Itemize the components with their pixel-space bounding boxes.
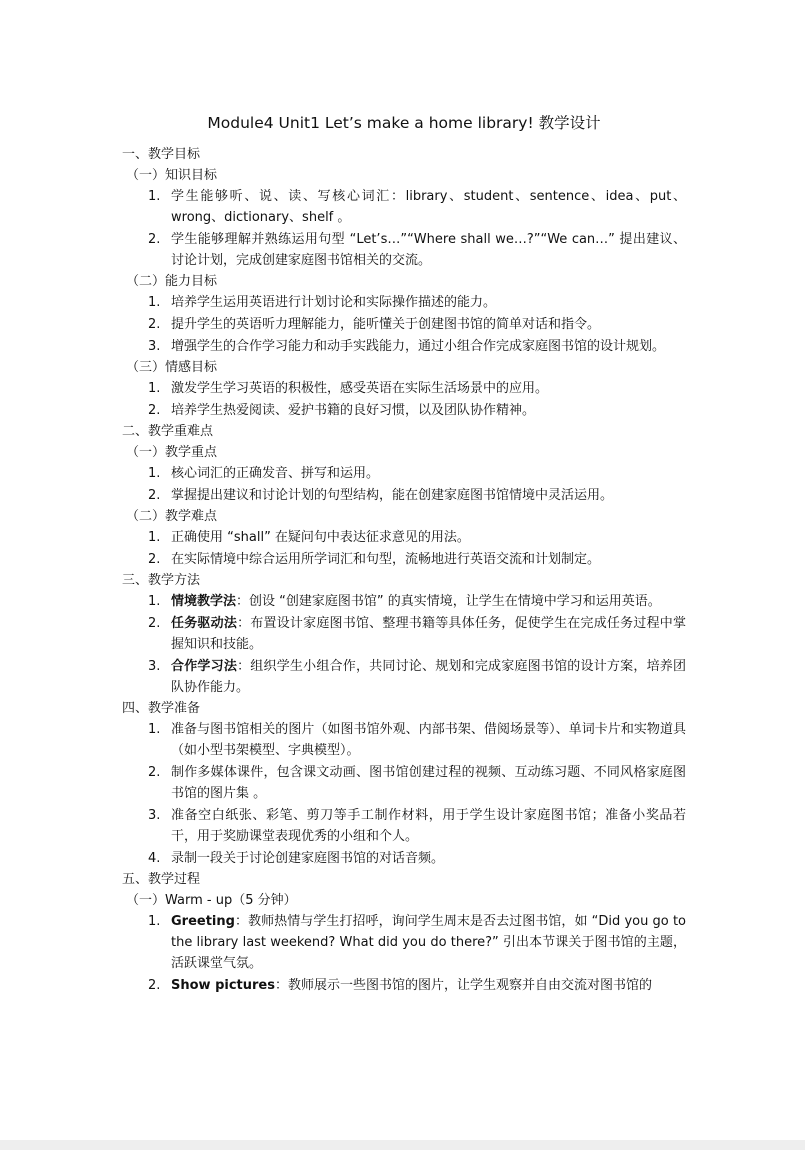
- step-name: Greeting: [171, 914, 235, 929]
- list-item-text: 掌握提出建议和讨论计划的句型结构，能在创建家庭图书馆情境中灵活运用。: [171, 488, 614, 503]
- list-number: 2.: [148, 616, 161, 631]
- list-item-text: 培养学生热爱阅读、爱护书籍的良好习惯，以及团队协作精神。: [171, 403, 536, 418]
- list-number: 3.: [148, 339, 161, 354]
- numbered-list: [122, 186, 686, 271]
- list-item: [122, 656, 686, 698]
- subsection-heading: （一）Warm - up（5 分钟）: [126, 893, 297, 908]
- list-item-text: 录制一段关于讨论创建家庭图书馆的对话音频。: [171, 851, 445, 866]
- section-heading: 二、教学重难点: [122, 424, 214, 439]
- list-item: [122, 848, 686, 869]
- list-item-text: 正确使用 “shall” 在疑问句中表达征求意见的用法。: [171, 530, 470, 545]
- list-item-text: ：组织学生小组合作，共同讨论、规划和完成家庭图书馆的设计方案，培养团队协作能力。: [171, 659, 686, 695]
- list-item-text: ：教师展示一些图书馆的图片，让学生观察并自由交流对图书馆的: [275, 978, 653, 993]
- list-item: [122, 400, 686, 421]
- list-number: 2.: [148, 552, 161, 567]
- numbered-list: [122, 591, 686, 698]
- section-heading: 三、教学方法: [122, 573, 201, 588]
- method-name: 任务驱动法: [171, 616, 238, 631]
- list-item-text: ：布置设计家庭图书馆、整理书籍等具体任务，促使学生在完成任务过程中掌握知识和技能。: [171, 616, 686, 652]
- list-item: [122, 314, 686, 335]
- section-heading: 四、教学准备: [122, 701, 201, 716]
- list-number: 1.: [148, 466, 161, 481]
- list-number: 2.: [148, 232, 161, 247]
- list-item: [122, 911, 686, 974]
- list-item: [122, 527, 686, 548]
- list-item-text: 准备空白纸张、彩笔、剪刀等手工制作材料，用于学生设计家庭图书馆；准备小奖品若干，用于奖励课堂表现优秀的小组和个人。: [171, 808, 686, 844]
- method-name: 情境教学法: [171, 594, 237, 609]
- numbered-list: [122, 527, 686, 570]
- section-heading: 五、教学过程: [122, 872, 201, 887]
- list-item-text: 在实际情境中综合运用所学词汇和句型，流畅地进行英语交流和计划制定。: [171, 552, 601, 567]
- list-number: 1.: [148, 295, 161, 310]
- list-number: 1.: [148, 530, 161, 545]
- list-item: [122, 975, 686, 996]
- numbered-list: [122, 378, 686, 421]
- list-item-text: 制作多媒体课件，包含课文动画、图书馆创建过程的视频、互动练习题、不同风格家庭图书馆的图片集 。: [171, 765, 686, 801]
- list-item-text: ：创设 “创建家庭图书馆” 的真实情境，让学生在情境中学习和运用英语。: [236, 594, 661, 609]
- document-body: [122, 112, 686, 996]
- list-item-text: ：教师热情与学生打招呼，询问学生周末是否去过图书馆，如 “Did you go to the library last weekend? What did you do there?” 引出本节课关于图书馆的主题，活跃课堂气氛。: [171, 914, 686, 971]
- list-item: [122, 485, 686, 506]
- list-item: [122, 229, 686, 271]
- document-title: Module4 Unit1 Let’s make a home library! 教学设计: [207, 114, 601, 132]
- list-number: 4.: [148, 851, 161, 866]
- numbered-list: [122, 463, 686, 506]
- list-number: 2.: [148, 488, 161, 503]
- list-item: [122, 292, 686, 313]
- list-number: 2.: [148, 765, 161, 780]
- step-name: Show pictures: [171, 978, 275, 993]
- list-item: [122, 463, 686, 484]
- list-number: 2.: [148, 403, 161, 418]
- list-number: 1.: [148, 381, 161, 396]
- list-number: 3.: [148, 808, 161, 823]
- list-item: [122, 336, 686, 357]
- subsection-heading: （一）知识目标: [126, 168, 218, 183]
- list-item: [122, 186, 686, 228]
- list-number: 1.: [148, 722, 161, 737]
- section-heading: 一、教学目标: [122, 147, 201, 162]
- list-number: 1.: [148, 914, 161, 929]
- numbered-list: [122, 719, 686, 869]
- list-item: [122, 378, 686, 399]
- numbered-list: [122, 292, 686, 357]
- method-name: 合作学习法: [171, 659, 238, 674]
- list-number: 2.: [148, 317, 161, 332]
- list-item: [122, 613, 686, 655]
- list-item-text: 提升学生的英语听力理解能力，能听懂关于创建图书馆的简单对话和指令。: [171, 317, 601, 332]
- list-item-text: 培养学生运用英语进行计划讨论和实际操作描述的能力。: [171, 295, 497, 310]
- list-item: [122, 549, 686, 570]
- subsection-heading: （一）教学重点: [126, 445, 218, 460]
- list-item-text: 学生能够听、说、读、写核心词汇：library、student、sentence、idea、put、wrong、dictionary、shelf 。: [171, 189, 686, 225]
- list-number: 1.: [148, 189, 161, 204]
- subsection-heading: （三）情感目标: [126, 360, 218, 375]
- list-number: 2.: [148, 978, 161, 993]
- list-item: [122, 719, 686, 761]
- list-item: [122, 762, 686, 804]
- list-item-text: 学生能够理解并熟练运用句型 “Let’s…”“Where shall we…?”“We can…” 提出建议、讨论计划，完成创建家庭图书馆相关的交流。: [171, 232, 686, 268]
- subsection-heading: （二）能力目标: [126, 274, 218, 289]
- list-item-text: 核心词汇的正确发音、拼写和运用。: [171, 466, 380, 481]
- list-item-text: 激发学生学习英语的积极性，感受英语在实际生活场景中的应用。: [171, 381, 549, 396]
- list-number: 1.: [148, 594, 161, 609]
- list-item: [122, 591, 686, 612]
- list-number: 3.: [148, 659, 161, 674]
- list-item: [122, 805, 686, 847]
- list-item-text: 增强学生的合作学习能力和动手实践能力，通过小组合作完成家庭图书馆的设计规划。: [171, 339, 666, 354]
- list-item-text: 准备与图书馆相关的图片（如图书馆外观、内部书架、借阅场景等）、单词卡片和实物道具（如小型书架模型、字典模型）。: [171, 722, 686, 758]
- subsection-heading: （二）教学难点: [126, 509, 218, 524]
- numbered-list: [122, 911, 686, 996]
